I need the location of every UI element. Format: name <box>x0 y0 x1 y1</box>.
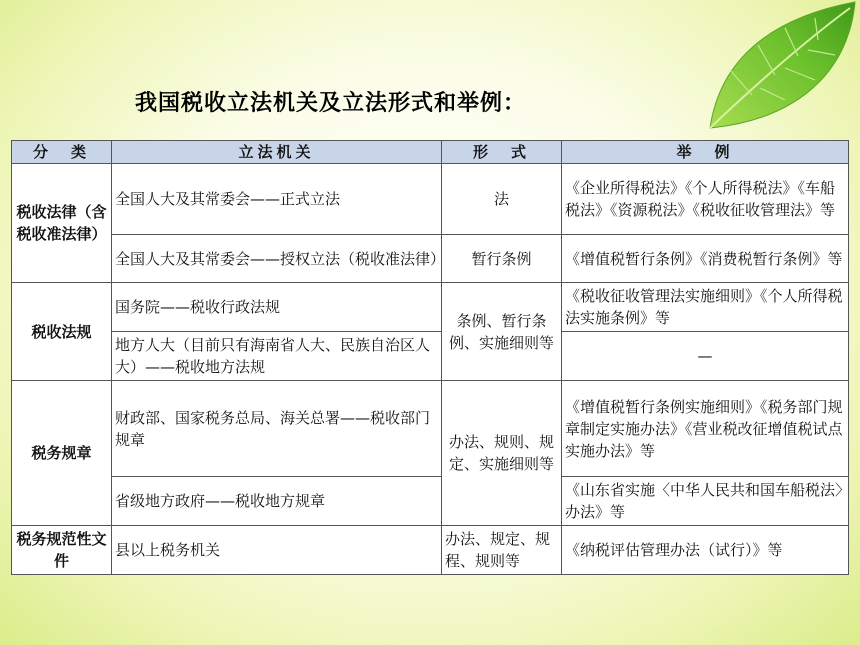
body-cell: 全国人大及其常委会——授权立法（税收准法律） <box>112 235 442 283</box>
table-row <box>12 332 849 381</box>
example-cell: 《山东省实施〈中华人民共和国车船税法〉办法》等 <box>562 477 849 526</box>
example-cell: 《税收征收管理法实施细则》《个人所得税法实施条例》等 <box>562 283 849 332</box>
header-example: 举 例 <box>562 141 849 164</box>
header-category: 分 类 <box>12 141 112 164</box>
example-cell: — <box>562 332 849 381</box>
form-cell: 条例、暂行条例、实施细则等 <box>442 283 562 381</box>
category-cell: 税务规章 <box>12 381 112 526</box>
body-cell: 国务院——税收行政法规 <box>112 283 442 332</box>
table-row <box>12 526 849 575</box>
header-form: 形 式 <box>442 141 562 164</box>
category-cell: 税务规范性文件 <box>12 526 112 575</box>
example-cell: 《增值税暂行条例实施细则》《税务部门规章制定实施办法》《营业税改征增值税试点实施办法》等 <box>562 381 849 477</box>
table-header-row <box>12 141 849 164</box>
category-cell: 税收法律（含税收准法律） <box>12 164 112 283</box>
category-cell: 税收法规 <box>12 283 112 381</box>
body-cell: 全国人大及其常委会——正式立法 <box>112 164 442 235</box>
form-cell: 办法、规则、规定、实施细则等 <box>442 381 562 526</box>
slide-title: 我国税收立法机关及立法形式和举例： <box>135 91 527 116</box>
table-row <box>12 381 849 477</box>
example-cell: 《增值税暂行条例》《消费税暂行条例》等 <box>562 235 849 283</box>
leaf-decoration-icon <box>690 0 860 135</box>
example-cell: 《企业所得税法》《个人所得税法》《车船税法》《资源税法》《税收征收管理法》等 <box>562 164 849 235</box>
form-cell: 暂行条例 <box>442 235 562 283</box>
table-row <box>12 164 849 235</box>
body-cell: 省级地方政府——税收地方规章 <box>112 477 442 526</box>
example-cell: 《纳税评估管理办法（试行）》等 <box>562 526 849 575</box>
legislation-table <box>11 140 849 575</box>
body-cell: 县以上税务机关 <box>112 526 442 575</box>
table-row <box>12 283 849 332</box>
header-legislative-body: 立法机关 <box>112 141 442 164</box>
body-cell: 财政部、国家税务总局、海关总署——税收部门规章 <box>112 381 442 477</box>
form-cell: 办法、规定、规程、规则等 <box>442 526 562 575</box>
body-cell: 地方人大（目前只有海南省人大、民族自治区人大）——税收地方法规 <box>112 332 442 381</box>
table-row <box>12 235 849 283</box>
form-cell: 法 <box>442 164 562 235</box>
table-row <box>12 477 849 526</box>
